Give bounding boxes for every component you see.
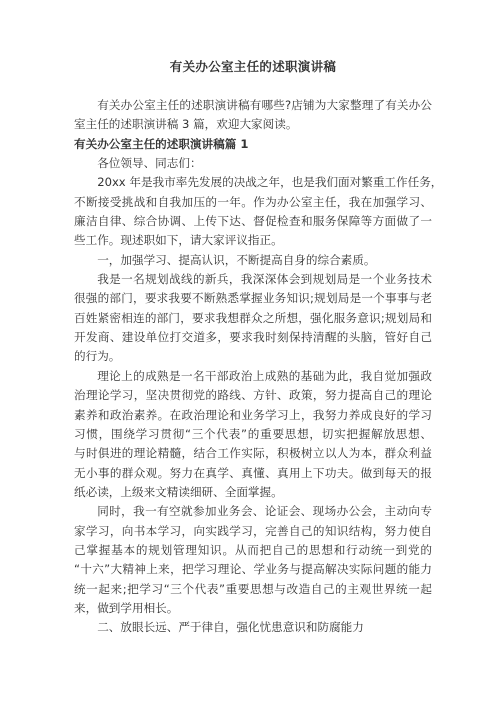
document-title: 有关办公室主任的述职演讲稿: [169, 59, 337, 74]
paragraph-salutation: [74, 154, 432, 173]
text-line: 习惯，围绕学习贯彻“三个代表”的重要思想，切实把握解放思想、: [74, 426, 432, 441]
text-line: 些工作。现述职如下，请大家评议指正。: [74, 233, 283, 248]
text-line: 很强的部门，要求我要不断熟悉掌握业务知识;规划局是一个事事与老: [74, 291, 432, 306]
section-heading: 有关办公室主任的述职演讲稿篇 1: [74, 136, 249, 151]
text-line: 我是一名规划战线的新兵，我深深体会到规划局是一个业务技术: [97, 272, 432, 287]
text-line: 纸必读，上级来文精读细研、全面掌握。: [74, 484, 283, 499]
text-line: 理论上的成熟是一名干部政治上成熟的基础为此，我自觉加强政: [97, 368, 432, 383]
text-line: “十六”大精神上来，把学习理论、学业务与提高解决实际问题的能力: [74, 562, 432, 577]
text-line: 素养和政治素养。在政治理论和业务学习上，我努力养成良好的学习: [74, 407, 432, 422]
text-line: 家学习，向书本学习，向实践学习，完善自己的知识结构，努力使自: [74, 523, 432, 538]
text-line: 己掌握基本的规划管理知识。从而把自己的思想和行动统一到党的: [74, 542, 432, 557]
text-line: 统一起来;把学习“三个代表”重要思想与改造自己的主观世界统一起: [74, 581, 432, 596]
paragraph-practice: [74, 502, 432, 618]
text-line: 与时俱进的理论精髓，结合工作实际，积极树立以人为本，群众利益: [74, 446, 432, 461]
paragraph-overview: [74, 173, 443, 250]
paragraph-theory: [74, 367, 432, 502]
text-line: 20xx 年是我市率先发展的决战之年，也是我们面对繁重工作任务，: [97, 175, 443, 190]
text-line: 来，做到学用相长。: [74, 600, 179, 615]
text-line: 廉洁自律、综合协调、上传下达、督促检查和服务保障等方面做了一: [74, 214, 432, 229]
text-line: 各位领导、同志们：: [97, 156, 202, 171]
text-line: 二、放眼长远、严于律自，强化忧患意识和防腐能力: [97, 620, 364, 635]
text-line: 的行为。: [74, 349, 121, 364]
text-line: 百姓紧密相连的部门，要求我想群众之所想，强化服务意识;规划局和: [74, 310, 432, 325]
text-line: 同时，我一有空就参加业务会、论证会、现场办公会，主动向专: [97, 504, 432, 519]
paragraph-point-two: [74, 618, 432, 637]
text-line: 有关办公室主任的述职演讲稿有哪些?店铺为大家整理了有关办公: [97, 98, 432, 112]
intro-paragraph: [74, 96, 432, 135]
text-line: 无小事的群众观。努力在真学、真懂、真用上下功夫。做到每天的报: [74, 465, 432, 480]
paragraph-planning: [74, 270, 432, 367]
text-line: 室主任的述职演讲稿 3 篇，欢迎大家阅读。: [74, 117, 298, 132]
text-line: 开发商、建设单位打交道多，要求我时刻保持清醒的头脑，管好自己: [74, 330, 432, 345]
text-line: 一，加强学习、提高认识，不断提高自身的综合素质。: [97, 252, 376, 267]
text-line: 治理论学习，坚决贯彻党的路线、方针、政策，努力提高自己的理论: [74, 388, 432, 403]
text-line: 不断接受挑战和自我加压的一年。作为办公室主任，我在加强学习、: [74, 194, 432, 209]
paragraph-point-one: [74, 251, 432, 270]
